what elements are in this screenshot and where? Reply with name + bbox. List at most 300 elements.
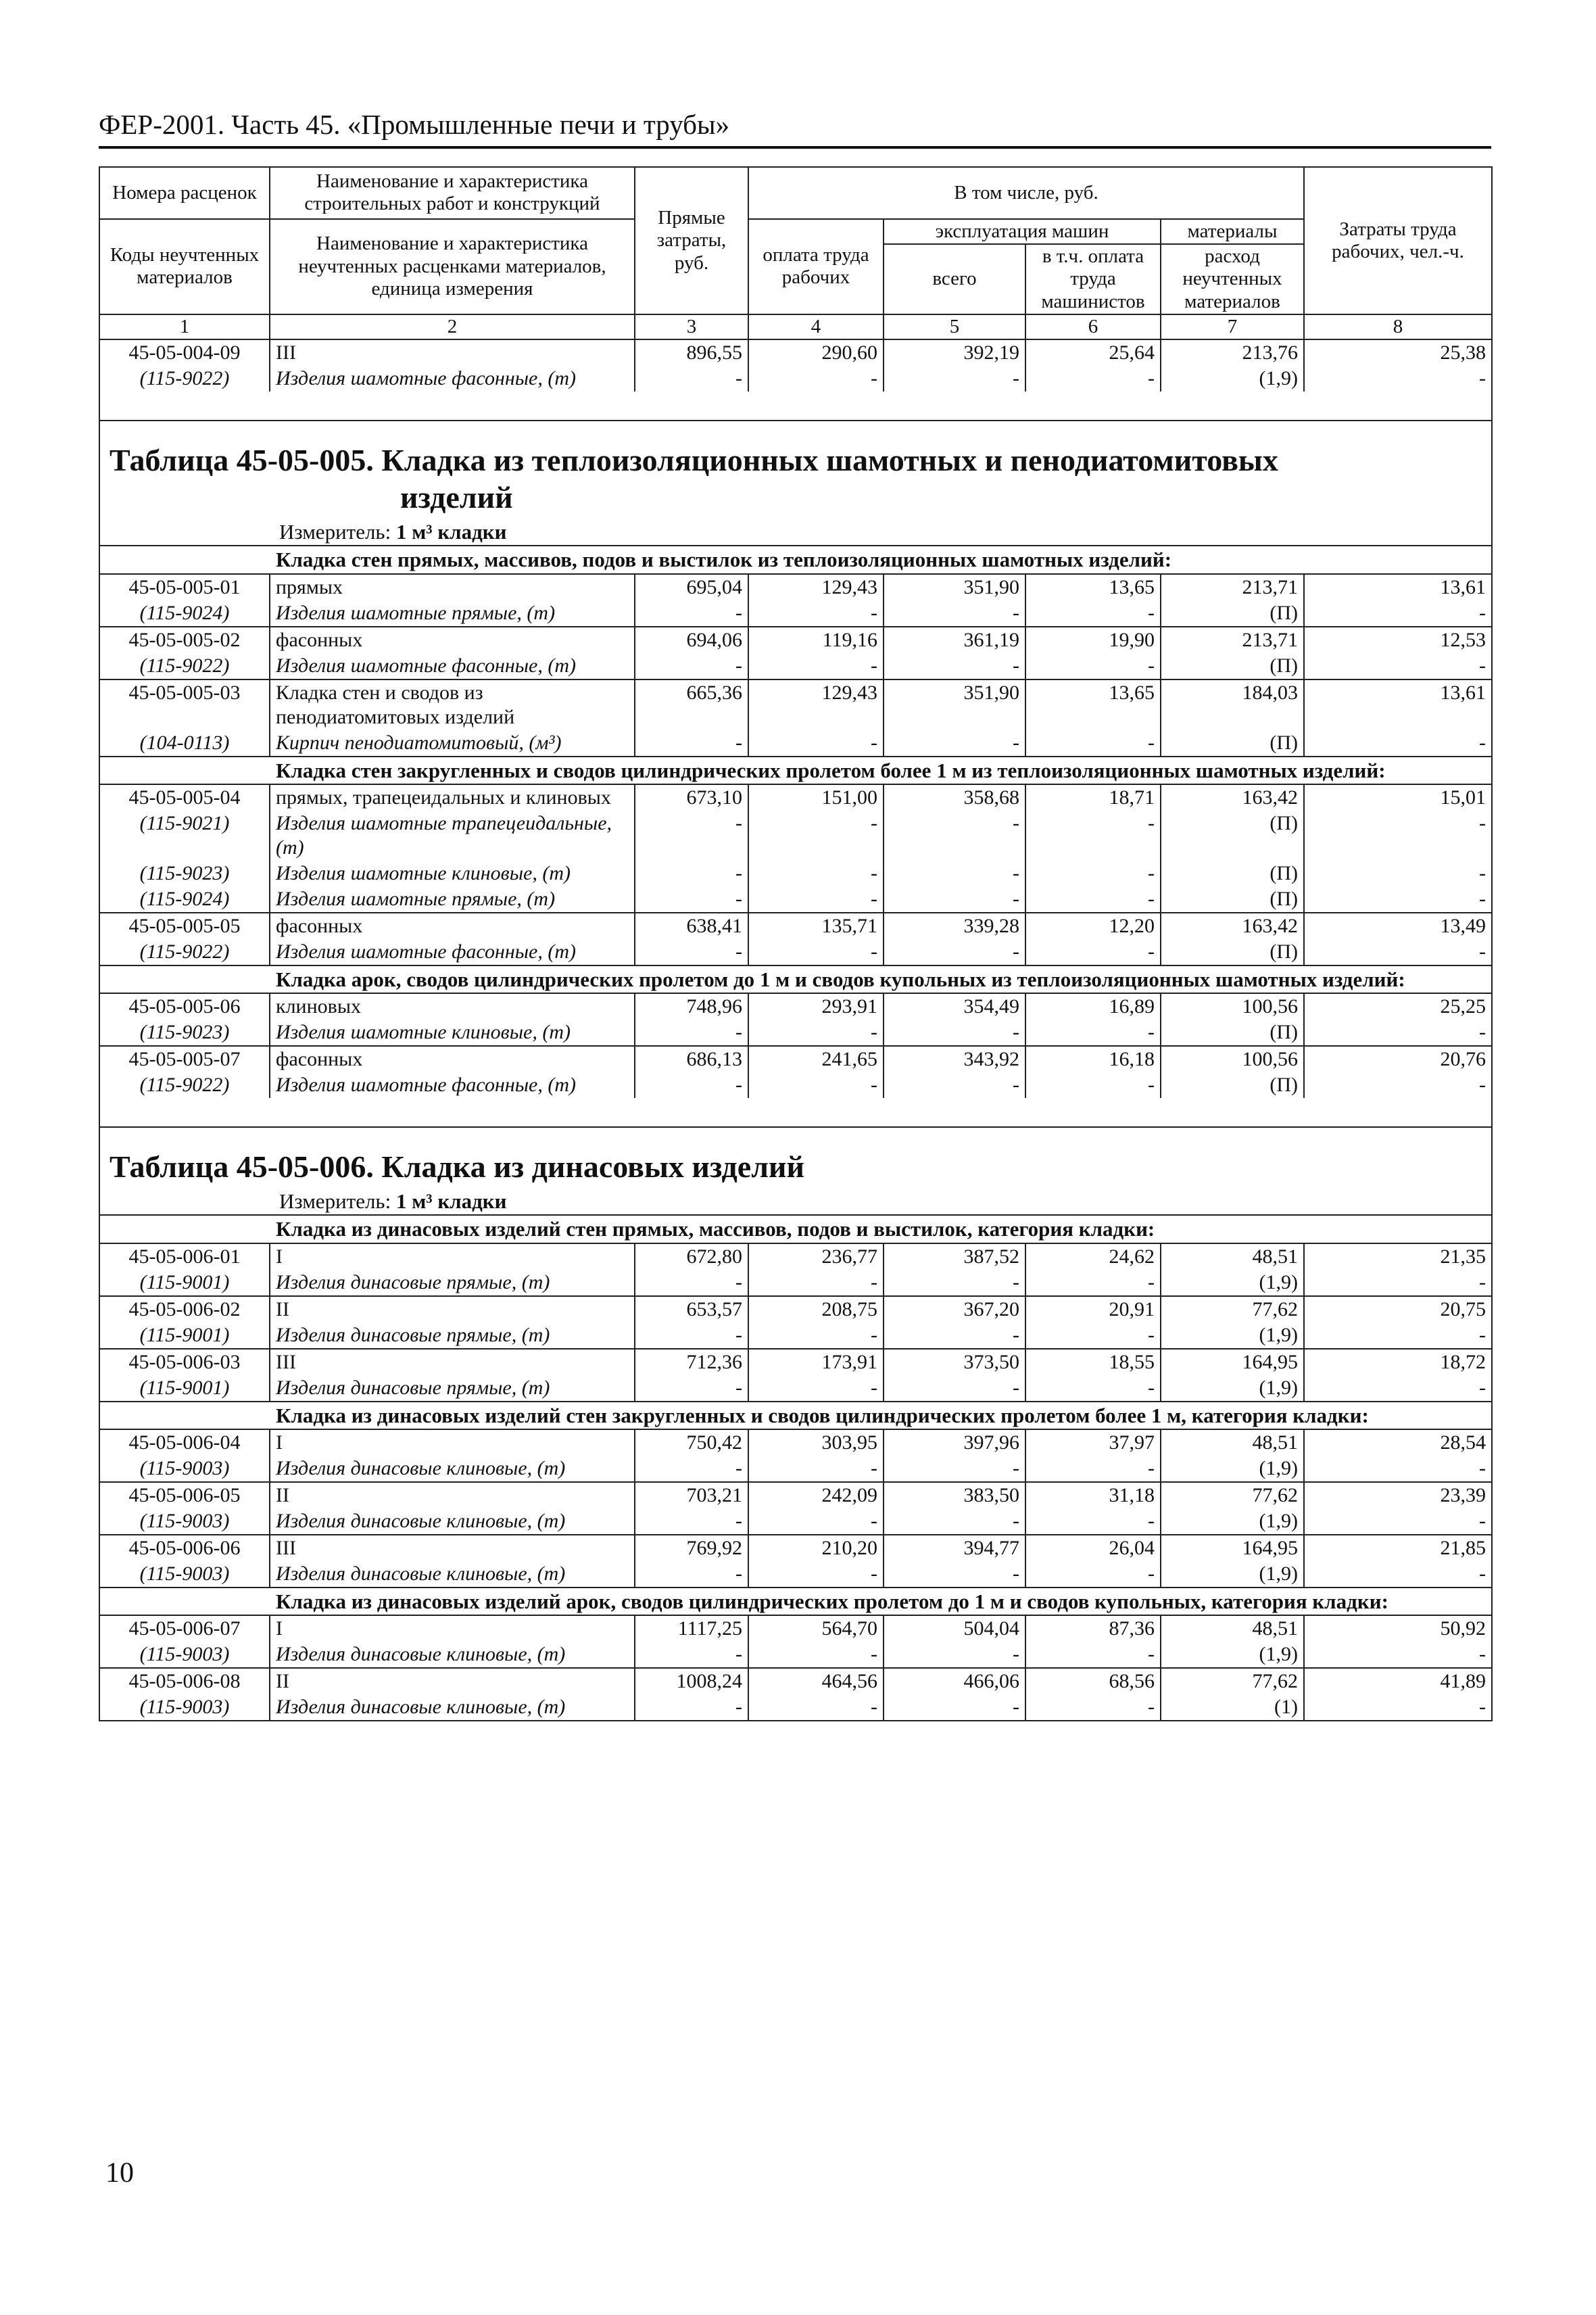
rate-value: 18,71 (1025, 784, 1161, 811)
rate-code: 45-05-006-07 (99, 1615, 270, 1642)
rate-value: 464,56 (748, 1668, 884, 1694)
material-row (99, 811, 1492, 861)
material-value: - (1025, 366, 1161, 391)
rate-value: 358,68 (884, 784, 1025, 811)
rate-value: 351,90 (884, 679, 1025, 730)
work-name: фасонных (270, 627, 635, 653)
material-row (99, 1375, 1492, 1402)
col-number: 7 (1161, 314, 1304, 339)
material-value: - (884, 1322, 1025, 1349)
table-row (99, 1482, 1492, 1508)
material-value: - (1025, 730, 1161, 757)
material-value: - (635, 939, 748, 965)
spacer (99, 391, 1492, 421)
material-value: (1,9) (1161, 1642, 1304, 1668)
material-value: - (748, 1508, 884, 1535)
material-name: Изделия динасовые прямые, (т) (270, 1322, 635, 1349)
material-value: - (635, 1642, 748, 1668)
material-value: (П) (1161, 600, 1304, 627)
section-heading: Кладка из динасовых изделий стен прямых, массивов, подов и выстилок, категория кладки: (99, 1215, 1492, 1243)
material-value: (1,9) (1161, 1270, 1304, 1296)
material-value: - (748, 886, 884, 913)
rate-value: 13,49 (1304, 913, 1492, 939)
rate-value: 387,52 (884, 1243, 1025, 1270)
col-header-machines-total: всего (884, 244, 1025, 314)
material-value: - (1025, 1270, 1161, 1296)
table-row (99, 339, 1492, 366)
work-name: II (270, 1296, 635, 1322)
material-value: - (635, 1270, 748, 1296)
material-value: (П) (1161, 653, 1304, 679)
work-name: II (270, 1668, 635, 1694)
rate-value: 19,90 (1025, 627, 1161, 653)
material-value: (П) (1161, 886, 1304, 913)
material-code: (115-9003) (99, 1561, 270, 1588)
material-code: (115-9022) (99, 1072, 270, 1098)
rate-value: 16,89 (1025, 993, 1161, 1020)
col-header-labor: Затраты труда рабочих, чел.-ч. (1304, 167, 1492, 314)
col-header-materials-use: расход неучтенных материалов (1161, 244, 1304, 314)
rate-code: 45-05-005-06 (99, 993, 270, 1020)
material-value: (П) (1161, 939, 1304, 965)
material-value: - (1304, 600, 1492, 627)
material-code: (115-9022) (99, 939, 270, 965)
material-value: - (748, 1020, 884, 1046)
rate-value: 21,35 (1304, 1243, 1492, 1270)
material-value: - (884, 1375, 1025, 1402)
work-name: клиновых (270, 993, 635, 1020)
material-value: (П) (1161, 1020, 1304, 1046)
material-value: - (1304, 1375, 1492, 1402)
rate-value: 135,71 (748, 913, 884, 939)
material-value: - (748, 861, 884, 886)
table-row (99, 1429, 1492, 1456)
material-row (99, 1642, 1492, 1668)
rate-value: 48,51 (1161, 1429, 1304, 1456)
material-value: - (1304, 1456, 1492, 1482)
col-header-machines: эксплуатация машин (884, 219, 1161, 244)
material-value: - (1304, 1694, 1492, 1721)
rate-value: 653,57 (635, 1296, 748, 1322)
rate-value: 48,51 (1161, 1615, 1304, 1642)
rate-code: 45-05-006-06 (99, 1535, 270, 1561)
rate-value: 672,80 (635, 1243, 748, 1270)
table-row (99, 784, 1492, 811)
rate-value: 242,09 (748, 1482, 884, 1508)
material-row (99, 886, 1492, 913)
material-value: - (884, 1642, 1025, 1668)
rate-value: 119,16 (748, 627, 884, 653)
section-heading: Кладка арок, сводов цилиндрических пролетом до 1 м и сводов купольных из теплоизоляционных шамотных изделий: (99, 965, 1492, 993)
rate-value: 504,04 (884, 1615, 1025, 1642)
col-number: 6 (1025, 314, 1161, 339)
rate-code: 45-05-006-01 (99, 1243, 270, 1270)
material-code: (115-9001) (99, 1375, 270, 1402)
material-value: - (748, 811, 884, 861)
rate-value: 129,43 (748, 574, 884, 600)
rate-value: 361,19 (884, 627, 1025, 653)
material-value: - (884, 811, 1025, 861)
material-name: Изделия динасовые клиновые, (т) (270, 1561, 635, 1588)
material-value: - (1304, 653, 1492, 679)
material-value: - (748, 653, 884, 679)
material-value: - (1025, 653, 1161, 679)
material-value: - (635, 1375, 748, 1402)
rate-value: 16,18 (1025, 1046, 1161, 1072)
rate-value: 77,62 (1161, 1668, 1304, 1694)
material-value: - (1304, 730, 1492, 757)
rate-value: 13,65 (1025, 574, 1161, 600)
rate-value: 25,64 (1025, 339, 1161, 366)
material-value: - (884, 1072, 1025, 1098)
material-value: - (1304, 1020, 1492, 1046)
material-value: - (1304, 1322, 1492, 1349)
rate-value: 18,72 (1304, 1349, 1492, 1375)
rate-code: 45-05-006-03 (99, 1349, 270, 1375)
rate-value: 213,76 (1161, 339, 1304, 366)
material-code: (115-9023) (99, 1020, 270, 1046)
rate-value: 12,53 (1304, 627, 1492, 653)
material-row (99, 1322, 1492, 1349)
rate-code: 45-05-005-07 (99, 1046, 270, 1072)
material-value: - (748, 730, 884, 757)
material-value: - (635, 1020, 748, 1046)
rate-value: 564,70 (748, 1615, 884, 1642)
material-value: - (1025, 1561, 1161, 1588)
table-row (99, 1296, 1492, 1322)
table-row (99, 1046, 1492, 1072)
material-code: (115-9003) (99, 1694, 270, 1721)
work-name: прямых, трапецеидальных и клиновых (270, 784, 635, 811)
page-number: 10 (105, 2157, 134, 2189)
table-title (99, 1127, 1492, 1188)
rate-value: 466,06 (884, 1668, 1025, 1694)
rate-code: 45-05-006-08 (99, 1668, 270, 1694)
material-value: - (884, 861, 1025, 886)
work-name: фасонных (270, 1046, 635, 1072)
col-header-number: Номера расценок (99, 167, 270, 219)
material-value: - (884, 1456, 1025, 1482)
material-value: - (1025, 939, 1161, 965)
table-row (99, 1668, 1492, 1694)
rate-value: 383,50 (884, 1482, 1025, 1508)
material-value: - (1304, 1270, 1492, 1296)
work-name: II (270, 1482, 635, 1508)
material-name: Изделия шамотные фасонные, (т) (270, 939, 635, 965)
col-number: 1 (99, 314, 270, 339)
material-value: - (1025, 600, 1161, 627)
table-title-line: Таблица 45-05-005. Кладка из теплоизоляционных шамотных и пенодиатомитовых (110, 442, 1278, 477)
rate-value: 163,42 (1161, 784, 1304, 811)
material-value: - (635, 1508, 748, 1535)
material-value: - (1025, 1694, 1161, 1721)
material-value: - (1025, 1456, 1161, 1482)
rate-value: 303,95 (748, 1429, 884, 1456)
rate-value: 213,71 (1161, 627, 1304, 653)
rate-value: 354,49 (884, 993, 1025, 1020)
material-row (99, 1694, 1492, 1721)
material-name: Изделия шамотные фасонные, (т) (270, 1072, 635, 1098)
work-name: Кладка стен и сводов из пенодиатомитовых изделий (270, 679, 635, 730)
measure-value: 1 м³ кладки (395, 520, 507, 544)
rate-value: 25,38 (1304, 339, 1492, 366)
table-row (99, 679, 1492, 730)
material-code: (115-9001) (99, 1322, 270, 1349)
material-name: Изделия шамотные клиновые, (т) (270, 1020, 635, 1046)
material-code: (115-9003) (99, 1456, 270, 1482)
material-value: (1,9) (1161, 1375, 1304, 1402)
material-value: - (1025, 1072, 1161, 1098)
material-value: - (1304, 1508, 1492, 1535)
rate-value: 673,10 (635, 784, 748, 811)
col-number: 2 (270, 314, 635, 339)
rate-value: 351,90 (884, 574, 1025, 600)
material-row (99, 1270, 1492, 1296)
col-header-materials: материалы (1161, 219, 1304, 244)
material-value: - (884, 653, 1025, 679)
material-value: - (635, 1694, 748, 1721)
rate-value: 686,13 (635, 1046, 748, 1072)
rate-value: 638,41 (635, 913, 748, 939)
material-value: - (1025, 861, 1161, 886)
material-row (99, 1456, 1492, 1482)
material-value: - (748, 1561, 884, 1588)
material-value: - (1025, 811, 1161, 861)
rate-value: 1008,24 (635, 1668, 748, 1694)
table-row (99, 627, 1492, 653)
material-value: - (635, 811, 748, 861)
rate-value: 695,04 (635, 574, 748, 600)
table-row (99, 1535, 1492, 1561)
material-value: - (748, 1322, 884, 1349)
rate-value: 1117,25 (635, 1615, 748, 1642)
material-value: - (748, 600, 884, 627)
material-name: Изделия динасовые прямые, (т) (270, 1375, 635, 1402)
material-value: - (748, 1642, 884, 1668)
material-name: Изделия динасовые прямые, (т) (270, 1270, 635, 1296)
material-value: - (1304, 861, 1492, 886)
material-value: - (1025, 1375, 1161, 1402)
rate-value: 15,01 (1304, 784, 1492, 811)
rate-value: 13,61 (1304, 574, 1492, 600)
material-row (99, 861, 1492, 886)
rate-value: 129,43 (748, 679, 884, 730)
rate-value: 367,20 (884, 1296, 1025, 1322)
material-row (99, 730, 1492, 757)
rate-value: 210,20 (748, 1535, 884, 1561)
running-title: ФЕР-2001. Часть 45. «Промышленные печи и трубы» (99, 108, 1491, 149)
material-name: Изделия шамотные трапецеидальные, (т) (270, 811, 635, 861)
measure-label: Измеритель: (279, 1189, 391, 1214)
measure-label: Измеритель: (279, 520, 391, 544)
material-name: Изделия динасовые клиновые, (т) (270, 1508, 635, 1535)
rate-value: 151,00 (748, 784, 884, 811)
table-row (99, 1243, 1492, 1270)
rate-value: 13,65 (1025, 679, 1161, 730)
measure-unit (99, 1188, 1492, 1215)
material-name: Изделия динасовые клиновые, (т) (270, 1456, 635, 1482)
material-code: (115-9022) (99, 366, 270, 391)
rate-value: 397,96 (884, 1429, 1025, 1456)
rate-value: 50,92 (1304, 1615, 1492, 1642)
material-code: (115-9023) (99, 861, 270, 886)
material-value: (П) (1161, 730, 1304, 757)
rate-value: 26,04 (1025, 1535, 1161, 1561)
rate-value: 164,95 (1161, 1349, 1304, 1375)
material-value: - (884, 886, 1025, 913)
col-number: 8 (1304, 314, 1492, 339)
rate-code: 45-05-005-01 (99, 574, 270, 600)
rate-value: 896,55 (635, 339, 748, 366)
rate-value: 18,55 (1025, 1349, 1161, 1375)
rate-value: 100,56 (1161, 993, 1304, 1020)
material-name: Изделия шамотные клиновые, (т) (270, 861, 635, 886)
rate-value: 28,54 (1304, 1429, 1492, 1456)
rate-code: 45-05-005-05 (99, 913, 270, 939)
rate-value: 68,56 (1025, 1668, 1161, 1694)
material-row (99, 1020, 1492, 1046)
material-value: (П) (1161, 1072, 1304, 1098)
work-name: фасонных (270, 913, 635, 939)
material-value: - (884, 730, 1025, 757)
material-code: (115-9021) (99, 811, 270, 861)
material-value: (1,9) (1161, 1456, 1304, 1482)
col-header-work-name: Наименование и характеристика строительных работ и конструкций (270, 167, 635, 219)
work-name: III (270, 1349, 635, 1375)
work-name: I (270, 1615, 635, 1642)
rate-value: 750,42 (635, 1429, 748, 1456)
rate-value: 77,62 (1161, 1296, 1304, 1322)
table-row (99, 1615, 1492, 1642)
rate-value: 21,85 (1304, 1535, 1492, 1561)
material-row (99, 366, 1492, 391)
rate-code: 45-05-005-04 (99, 784, 270, 811)
material-value: - (635, 1561, 748, 1588)
rate-value: 665,36 (635, 679, 748, 730)
rate-value: 293,91 (748, 993, 884, 1020)
table-row (99, 1349, 1492, 1375)
material-row (99, 600, 1492, 627)
material-code: (104-0113) (99, 730, 270, 757)
table-row (99, 574, 1492, 600)
rate-value: 77,62 (1161, 1482, 1304, 1508)
material-code: (115-9024) (99, 600, 270, 627)
material-value: - (884, 600, 1025, 627)
rate-value: 339,28 (884, 913, 1025, 939)
material-value: - (748, 1694, 884, 1721)
rate-value: 20,76 (1304, 1046, 1492, 1072)
material-value: - (884, 1561, 1025, 1588)
section-heading: Кладка из динасовых изделий стен закругленных и сводов цилиндрических пролетом более 1 м, категория кладки: (99, 1402, 1492, 1429)
material-value: - (1025, 886, 1161, 913)
rate-value: 184,03 (1161, 679, 1304, 730)
rate-value: 173,91 (748, 1349, 884, 1375)
table-title (99, 421, 1492, 519)
material-name: Кирпич пенодиатомитовый, (м³) (270, 730, 635, 757)
section-heading: Кладка из динасовых изделий арок, сводов цилиндрических пролетом до 1 м и сводов купольных, категория кладки: (99, 1588, 1492, 1615)
material-row (99, 1072, 1492, 1098)
material-value: - (884, 1508, 1025, 1535)
material-value: - (884, 1270, 1025, 1296)
material-value: - (1304, 1642, 1492, 1668)
col-header-direct-costs: Прямые затраты, руб. (635, 167, 748, 314)
rate-value: 48,51 (1161, 1243, 1304, 1270)
material-code: (115-9003) (99, 1642, 270, 1668)
rate-code: 45-05-006-04 (99, 1429, 270, 1456)
material-value: - (1304, 939, 1492, 965)
material-value: (1,9) (1161, 366, 1304, 391)
material-value: - (748, 366, 884, 391)
material-value: - (635, 1456, 748, 1482)
material-value: (1,9) (1161, 1508, 1304, 1535)
material-value: - (1304, 366, 1492, 391)
material-value: - (884, 1694, 1025, 1721)
material-value: - (1304, 811, 1492, 861)
material-name: Изделия шамотные прямые, (т) (270, 600, 635, 627)
measure-value: 1 м³ кладки (395, 1189, 507, 1214)
work-name: I (270, 1429, 635, 1456)
material-value: - (635, 366, 748, 391)
rate-value: 213,71 (1161, 574, 1304, 600)
rate-value: 13,61 (1304, 679, 1492, 730)
rate-code: 45-05-006-05 (99, 1482, 270, 1508)
rate-value: 24,62 (1025, 1243, 1161, 1270)
rate-value: 712,36 (635, 1349, 748, 1375)
material-value: - (884, 366, 1025, 391)
material-value: - (748, 1072, 884, 1098)
material-row (99, 1508, 1492, 1535)
section-heading: Кладка стен прямых, массивов, подов и выстилок из теплоизоляционных шамотных изделий: (99, 546, 1492, 573)
rate-value: 20,75 (1304, 1296, 1492, 1322)
rate-value: 23,39 (1304, 1482, 1492, 1508)
rate-value: 290,60 (748, 339, 884, 366)
rate-value: 31,18 (1025, 1482, 1161, 1508)
rate-value: 41,89 (1304, 1668, 1492, 1694)
rate-value: 343,92 (884, 1046, 1025, 1072)
material-value: - (635, 653, 748, 679)
material-value: - (748, 1375, 884, 1402)
material-value: - (748, 1270, 884, 1296)
rate-value: 163,42 (1161, 913, 1304, 939)
rate-value: 748,96 (635, 993, 748, 1020)
rate-value: 394,77 (884, 1535, 1025, 1561)
material-value: - (884, 939, 1025, 965)
material-value: (1,9) (1161, 1322, 1304, 1349)
material-value: - (1025, 1508, 1161, 1535)
work-name: прямых (270, 574, 635, 600)
col-header-wages: оплата труда рабочих (748, 219, 884, 314)
material-value: - (1025, 1020, 1161, 1046)
material-value: - (748, 939, 884, 965)
col-header-machines-wages: в т.ч. оплата труда машинистов (1025, 244, 1161, 314)
material-name: Изделия шамотные фасонные, (т) (270, 366, 635, 391)
rate-value: 703,21 (635, 1482, 748, 1508)
material-value: (П) (1161, 811, 1304, 861)
material-value: - (1025, 1322, 1161, 1349)
col-number: 5 (884, 314, 1025, 339)
material-value: - (1025, 1642, 1161, 1668)
material-value: (1) (1161, 1694, 1304, 1721)
material-value: - (635, 886, 748, 913)
material-row (99, 653, 1492, 679)
col-header-material-name: Наименование и характеристика неучтенных расценками материалов, единица измерения (270, 219, 635, 314)
work-name: I (270, 1243, 635, 1270)
rate-value: 100,56 (1161, 1046, 1304, 1072)
material-code: (115-9003) (99, 1508, 270, 1535)
rates-table (99, 166, 1493, 1721)
table-row (99, 913, 1492, 939)
work-name: III (270, 339, 635, 366)
